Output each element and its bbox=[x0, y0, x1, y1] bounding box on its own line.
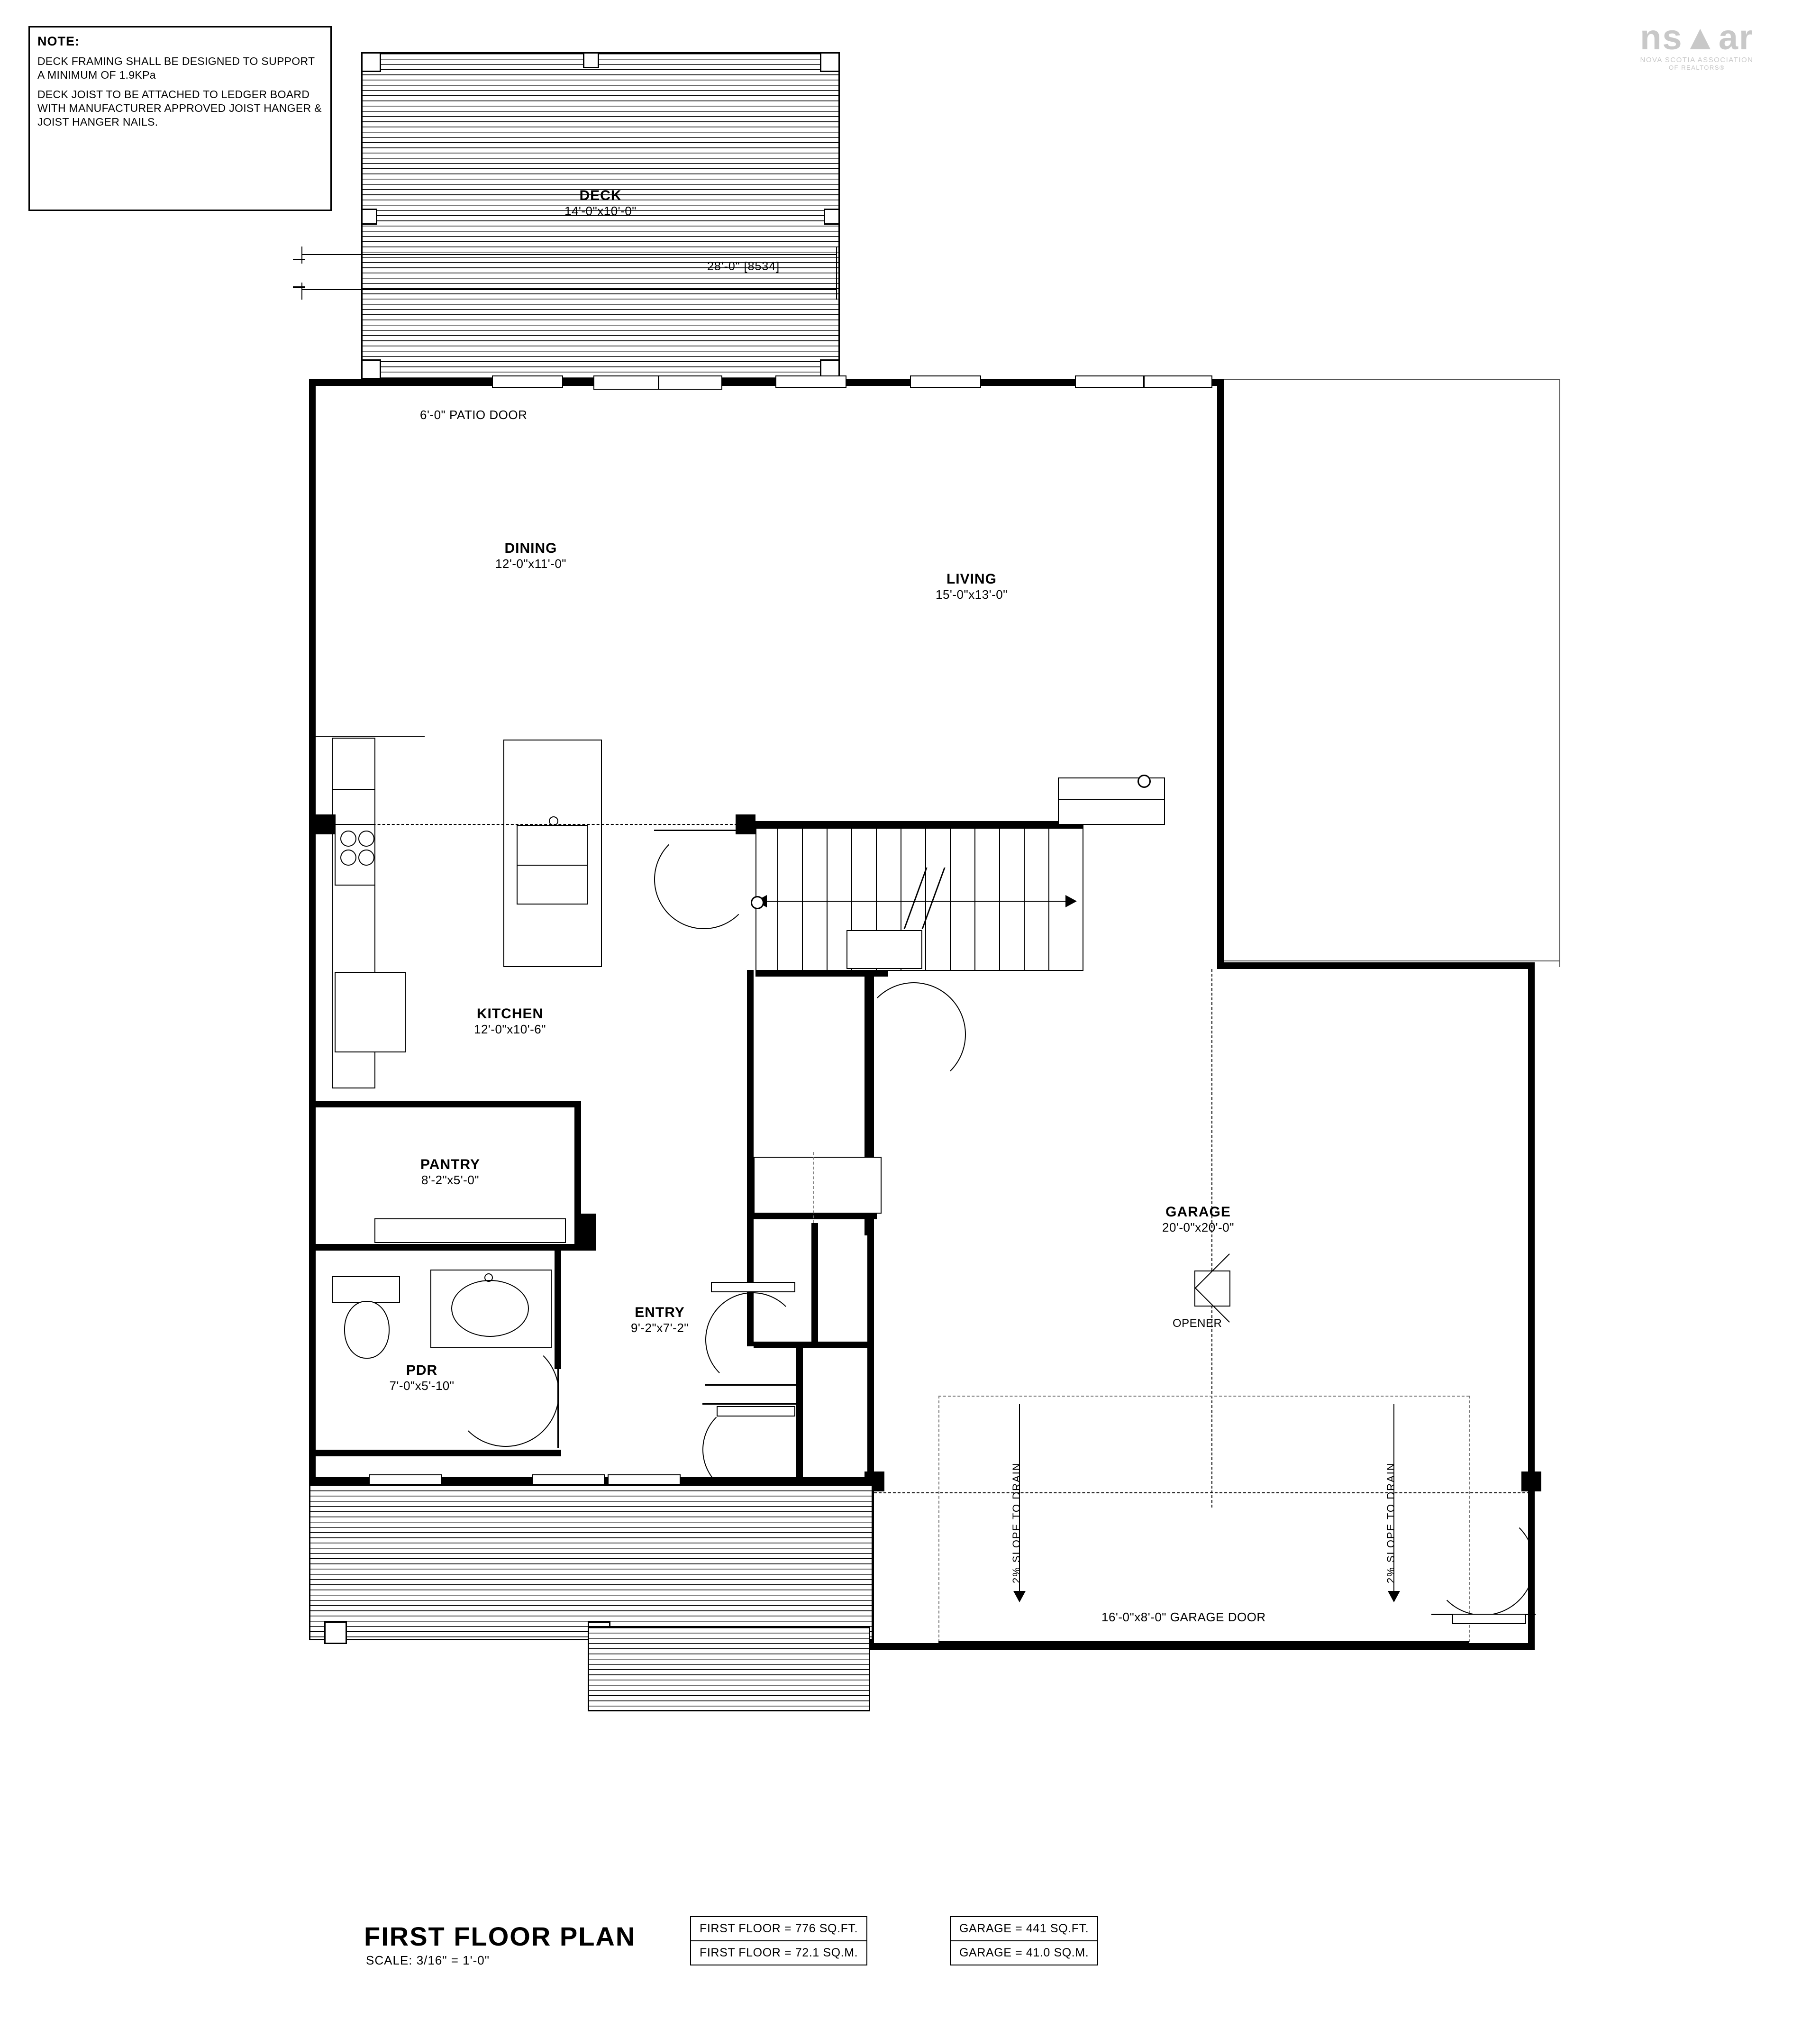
room-dim-pdr: 7'-0"x5'-10" bbox=[389, 1379, 455, 1393]
dim-tick-left-lower bbox=[301, 283, 302, 300]
overhang-line-east bbox=[1559, 379, 1560, 967]
front-steps bbox=[588, 1626, 870, 1711]
room-label-pantry bbox=[370, 1157, 531, 1188]
wall-hall-mid bbox=[754, 1214, 877, 1219]
table-row bbox=[950, 1941, 1098, 1965]
dim-line-extension-left-upper bbox=[301, 254, 837, 255]
slope-area-left bbox=[938, 1396, 939, 1642]
deck-framing-note bbox=[28, 26, 332, 211]
area-garage-sqft: GARAGE = 441 SQ.FT. bbox=[950, 1917, 1098, 1941]
area-first-floor-sqft: FIRST FLOOR = 776 SQ.FT. bbox=[691, 1917, 867, 1941]
garage-centerline-h bbox=[874, 1492, 1535, 1493]
window-north-c bbox=[910, 375, 981, 388]
door-swing-front bbox=[702, 1403, 795, 1496]
page-title: FIRST FLOOR PLAN bbox=[364, 1921, 636, 1951]
wall-pantry-north bbox=[316, 1101, 581, 1107]
stair-landing-edge bbox=[1058, 799, 1165, 800]
slope-area-top bbox=[938, 1396, 1469, 1397]
deck-post-tr bbox=[820, 52, 840, 72]
room-label-garage bbox=[1099, 1204, 1298, 1235]
door-leaf-entry-closet bbox=[705, 1384, 801, 1386]
door-swing-entry-closet bbox=[705, 1292, 800, 1387]
stair-wall-top bbox=[755, 821, 1083, 829]
room-dim-dining: 12'-0"x11'-0" bbox=[495, 557, 567, 571]
garage-centerline bbox=[1211, 969, 1212, 1508]
stair-tread-11 bbox=[1024, 825, 1025, 970]
exterior-wall-garage-south bbox=[867, 1643, 1535, 1650]
room-name-deck: DECK bbox=[579, 188, 622, 203]
burner-3 bbox=[340, 850, 356, 866]
table-row bbox=[691, 1917, 867, 1941]
refrigerator bbox=[335, 972, 406, 1052]
opener-label: OPENER bbox=[1173, 1317, 1222, 1330]
wall-pantry-jamb bbox=[574, 1214, 596, 1251]
deck-post-rm bbox=[824, 209, 840, 225]
porch-post-left bbox=[324, 1621, 347, 1644]
window-north-d-mullion bbox=[1143, 375, 1145, 388]
deck-post-bl bbox=[361, 359, 381, 379]
patio-door-mullion bbox=[658, 375, 659, 390]
exterior-wall-garage-north bbox=[1217, 962, 1535, 969]
stair-tread-1 bbox=[777, 825, 778, 970]
stair-tread-12 bbox=[1048, 825, 1049, 970]
beam-dashed-line bbox=[316, 824, 742, 825]
burner-1 bbox=[340, 831, 356, 847]
garage-opener-symbol bbox=[1194, 1270, 1230, 1307]
deck-ledger-tick-a bbox=[293, 259, 305, 260]
door-leaf-front bbox=[702, 1403, 796, 1405]
note-paragraph-2: DECK JOIST TO BE ATTACHED TO LEDGER BOARD WITH MANUFACTURER APPROVED JOIST HANGER & JOIST HANGER NAILS. bbox=[37, 88, 322, 128]
overhang-line-north bbox=[1224, 379, 1560, 380]
dim-tick-right bbox=[836, 247, 837, 300]
beam-post-left bbox=[316, 814, 336, 834]
door-swing-pdr bbox=[452, 1340, 559, 1447]
patio-door-label: 6'-0" PATIO DOOR bbox=[420, 408, 528, 422]
note-paragraph-1: DECK FRAMING SHALL BE DESIGNED TO SUPPORT A MINIMUM OF 1.9KPa bbox=[37, 55, 315, 81]
garage-door-opening[interactable] bbox=[938, 1641, 1469, 1644]
vanity-faucet bbox=[484, 1273, 493, 1282]
cabinet-upper-left bbox=[332, 738, 375, 790]
area-first-floor-sqm: FIRST FLOOR = 72.1 SQ.M. bbox=[691, 1941, 867, 1965]
corner-post-garage-front bbox=[1521, 1471, 1541, 1491]
room-name-pantry: PANTRY bbox=[420, 1157, 480, 1172]
toilet-tank bbox=[332, 1276, 400, 1303]
deck-post-lm bbox=[361, 209, 377, 225]
landing-step bbox=[754, 1157, 882, 1214]
window-north-a bbox=[492, 375, 563, 388]
deck-post-tm bbox=[583, 52, 599, 68]
stair-arrow-head-right bbox=[1065, 895, 1077, 907]
room-label-kitchen bbox=[410, 1006, 610, 1037]
stair-tread-3 bbox=[827, 825, 828, 970]
door-leaf-pdr bbox=[557, 1340, 559, 1448]
cabinet-line-top bbox=[316, 736, 425, 737]
room-dim-living: 15'-0"x13'-0" bbox=[936, 587, 1008, 602]
wall-hall-south-stub bbox=[811, 1342, 872, 1348]
door-swing-kitchen-stair bbox=[654, 830, 754, 929]
door-leaf-garage-entry bbox=[864, 982, 866, 1088]
room-label-living bbox=[872, 571, 1071, 602]
kitchen-sink-divider bbox=[517, 865, 588, 866]
room-name-garage: GARAGE bbox=[1165, 1204, 1231, 1220]
logo-wordmark: ns▲ar bbox=[1640, 18, 1754, 57]
door-swing-garage-entry bbox=[862, 982, 966, 1087]
landing-dashed bbox=[813, 1152, 814, 1223]
stair-bottom-riser bbox=[846, 930, 922, 969]
page-scale: SCALE: 3/16" = 1'-0" bbox=[366, 1953, 490, 1967]
dim-line-extension-left-lower bbox=[301, 289, 837, 290]
table-row bbox=[950, 1917, 1098, 1941]
wall-entry-east bbox=[796, 1348, 803, 1486]
stair-tread-2 bbox=[802, 825, 803, 970]
room-label-dining bbox=[431, 540, 630, 571]
wall-pantry-south bbox=[316, 1244, 581, 1251]
room-dim-pantry: 8'-2"x5'-0" bbox=[421, 1173, 480, 1187]
room-dim-garage: 20'-0"x20'-0" bbox=[1162, 1220, 1234, 1234]
overall-dimension-text: 28'-0" [8534] bbox=[707, 260, 780, 273]
handrail-dot-top bbox=[1138, 775, 1151, 788]
exterior-wall-west bbox=[309, 379, 316, 1484]
room-dim-deck: 14'-0"x10'-0" bbox=[564, 204, 637, 218]
room-name-kitchen: KITCHEN bbox=[476, 1006, 544, 1022]
room-name-living: LIVING bbox=[946, 571, 997, 587]
dim-tick-left-upper bbox=[301, 247, 302, 264]
front-porch bbox=[309, 1484, 873, 1640]
room-name-entry: ENTRY bbox=[635, 1305, 685, 1320]
burner-4 bbox=[358, 850, 374, 866]
wall-hall-west-upper bbox=[747, 970, 754, 1112]
wall-closet-right bbox=[811, 1223, 818, 1348]
room-dim-kitchen: 12'-0"x10'-6" bbox=[474, 1022, 546, 1036]
deck-post-tl bbox=[361, 52, 381, 72]
wall-pdr-south bbox=[316, 1450, 561, 1456]
exterior-wall-east-upper bbox=[1217, 379, 1224, 967]
note-title: NOTE: bbox=[37, 34, 80, 48]
area-table-garage bbox=[950, 1916, 1098, 1965]
vanity-sink-basin bbox=[451, 1280, 529, 1337]
overhang-line-mid bbox=[1224, 960, 1560, 961]
room-dim-entry: 9'-2"x7'-2" bbox=[630, 1321, 689, 1335]
garage-door-label: 16'-0"x8'-0" GARAGE DOOR bbox=[1101, 1610, 1266, 1624]
logo-subtitle-2: OF REALTORS® bbox=[1668, 64, 1725, 71]
entry-closet-doors[interactable] bbox=[711, 1282, 795, 1292]
garage-side-door[interactable] bbox=[1452, 1614, 1526, 1624]
window-north-b bbox=[775, 375, 846, 388]
beam-post-right bbox=[736, 814, 755, 834]
room-name-pdr: PDR bbox=[406, 1362, 438, 1378]
area-table-floor bbox=[690, 1916, 867, 1965]
stair-tread-10 bbox=[999, 825, 1000, 970]
slope-arrow-left-head bbox=[1013, 1591, 1026, 1602]
logo-subtitle-1: NOVA SCOTIA ASSOCIATION bbox=[1640, 56, 1754, 64]
slope-arrow-right-head bbox=[1388, 1591, 1400, 1602]
nsar-logo bbox=[1602, 19, 1792, 81]
room-label-deck bbox=[499, 188, 702, 219]
door-swing-garage-side bbox=[1431, 1512, 1535, 1616]
door-leaf-kitchen-stair bbox=[654, 830, 755, 831]
burner-2 bbox=[358, 831, 374, 847]
toilet-bowl bbox=[344, 1301, 390, 1359]
area-garage-sqm: GARAGE = 41.0 SQ.M. bbox=[950, 1941, 1098, 1965]
table-row bbox=[691, 1941, 867, 1965]
handrail-dot-left bbox=[751, 896, 764, 909]
pantry-shelf bbox=[374, 1218, 566, 1243]
deck-ledger-tick-b bbox=[293, 286, 305, 288]
slope-label-right: 2% SLOPE TO DRAIN bbox=[1385, 1462, 1397, 1583]
slope-label-left: 2% SLOPE TO DRAIN bbox=[1010, 1462, 1022, 1583]
room-name-dining: DINING bbox=[504, 540, 557, 556]
